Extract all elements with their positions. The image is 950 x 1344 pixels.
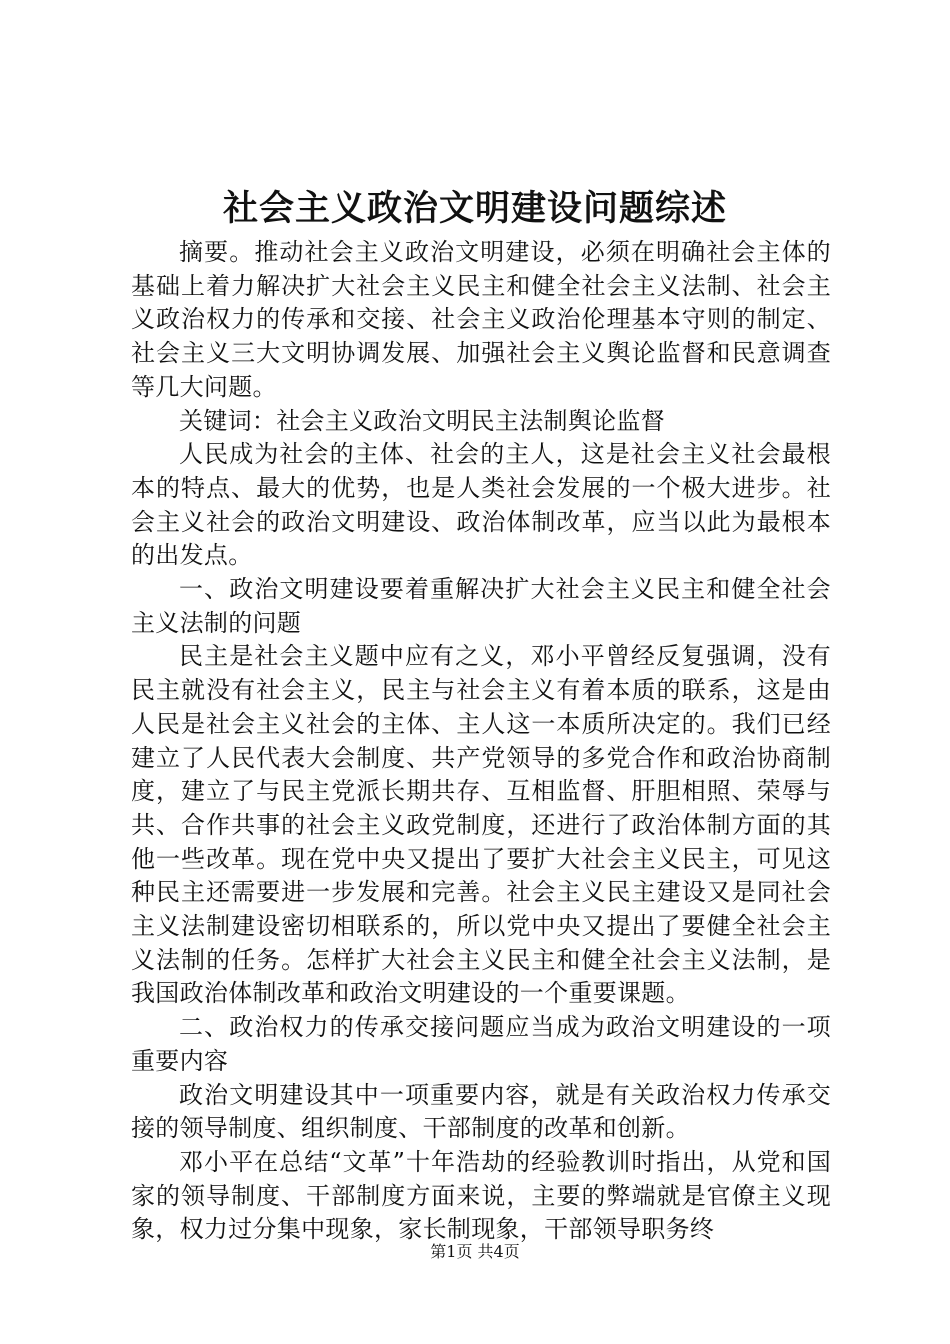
body-paragraph: 邓小平在总结“文革”十年浩劫的经验教训时指出，从党和国家的领导制度、干部制度方面来说，主要的弊端就是官僚主义现象，权力过分集中现象，家长制现象，干部领导职务终 [131, 1147, 831, 1244]
page-footer: 第1页 共4页 [430, 1242, 520, 1261]
abstract-paragraph: 摘要。推动社会主义政治文明建设，必须在明确社会主体的基础上着力解决扩大社会主义民主和健全社会主义法制、社会主义政治权力的传承和交接、社会主义政治伦理基本守则的制定、社会主义三大文明协调发展、加强社会主义舆论监督和民意调查等几大问题。 [131, 238, 831, 401]
body-paragraph: 人民成为社会的主体、社会的主人，这是社会主义社会最根本的特点、最大的优势，也是人类社会发展的一个极大进步。社会主义社会的政治文明建设、政治体制改革，应当以此为最根本的出发点。 [131, 440, 831, 570]
document-body [131, 236, 831, 1247]
body-paragraph: 民主是社会主义题中应有之义，邓小平曾经反复强调，没有民主就没有社会主义，民主与社会主义有着本质的联系，这是由人民是社会主义社会的主体、主人这一本质所决定的。我们已经建立了人民代表大会制度、共产党领导的多党合作和政治协商制度，建立了与民主党派长期共存、互相监督、肝胆相照、荣辱与共、合作共事的社会主义政党制度，还进行了政治体制方面的其他一些改革。现在党中央又提出了要扩大社会主义民主，可见这种民主还需要进一步发展和完善。社会主义民主建设又是同社会主义法制建设密切相联系的，所以党中央又提出了要健全社会主义法制的任务。怎样扩大社会主义民主和健全社会主义法制，是我国政治体制改革和政治文明建设的一个重要课题。 [131, 642, 831, 1008]
keywords-paragraph: 关键词：社会主义政治文明民主法制舆论监督 [179, 406, 665, 435]
section-heading-1: 一、政治文明建设要着重解决扩大社会主义民主和健全社会主义法制的问题 [131, 575, 831, 637]
section-heading-2: 二、政治权力的传承交接问题应当成为政治文明建设的一项重要内容 [131, 1013, 831, 1075]
document-title: 社会主义政治文明建设问题综述 [222, 188, 727, 229]
body-paragraph: 政治文明建设其中一项重要内容，就是有关政治权力传承交接的领导制度、组织制度、干部制度的改革和创新。 [131, 1080, 831, 1143]
